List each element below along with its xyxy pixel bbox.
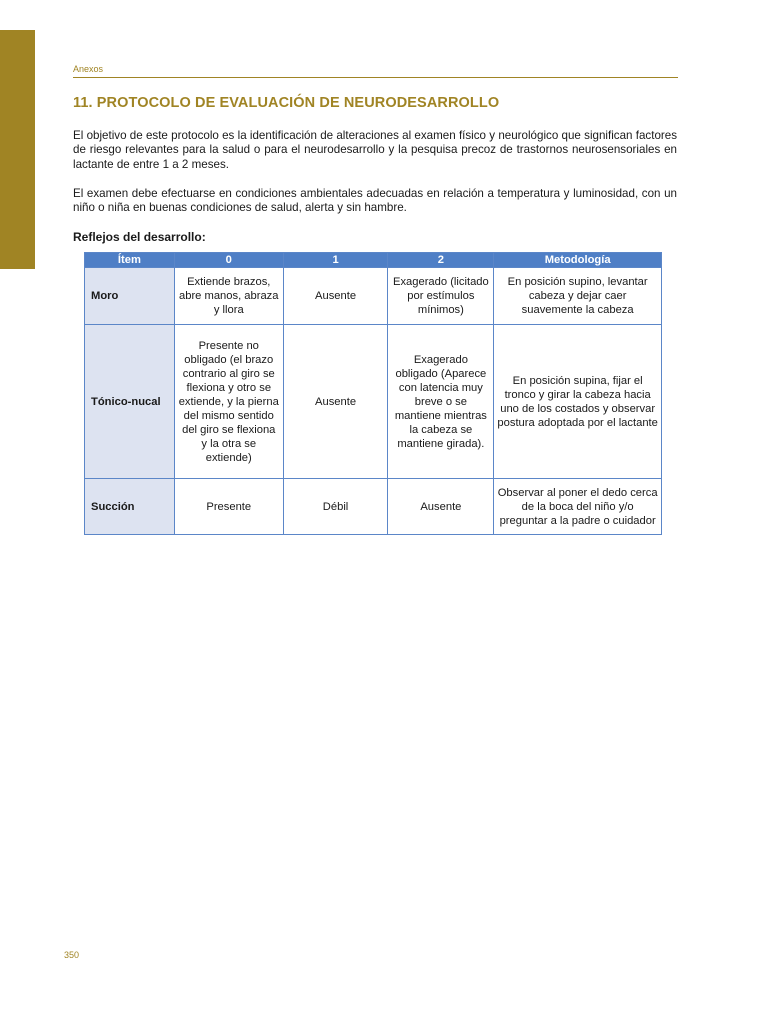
table-row (85, 268, 662, 325)
header-item: Ítem (85, 253, 175, 268)
side-accent-bar (0, 30, 35, 269)
header-score-1: 1 (283, 253, 388, 268)
header-score-0: 0 (174, 253, 283, 268)
score-2-cell: Ausente (388, 479, 494, 535)
page-title: 11. PROTOCOLO DE EVALUACIÓN DE NEURODESARROLLO (73, 95, 500, 111)
score-1-cell: Ausente (283, 325, 388, 479)
header-methodology: Metodología (494, 253, 662, 268)
score-1-cell: Débil (283, 479, 388, 535)
score-1-cell: Ausente (283, 268, 388, 325)
item-cell: Succión (85, 479, 175, 535)
item-cell: Moro (85, 268, 175, 325)
score-2-cell: Exagerado (licitado por estímulos mínimos) (388, 268, 494, 325)
reflexes-table (84, 252, 662, 535)
page-number: 350 (64, 950, 80, 960)
table-row (85, 325, 662, 479)
methodology-cell: Observar al poner el dedo cerca de la boca del niño y/o preguntar a la padre o cuidador (494, 479, 662, 535)
score-2-cell: Exagerado obligado (Aparece con latencia muy breve o se mantiene mientras la cabeza se mantiene girada). (388, 325, 494, 479)
methodology-cell: En posición supina, fijar el tronco y girar la cabeza hacia uno de los costados y observar postura adoptada por el lactante (494, 325, 662, 479)
score-0-cell: Extiende brazos, abre manos, abraza y llora (174, 268, 283, 325)
item-cell: Tónico-nucal (85, 325, 175, 479)
intro-paragraph: El objetivo de este protocolo es la identificación de alteraciones al examen físico y neurológico que significan factores de riesgo relevantes para la salud o para el neurodesarrollo y la pesquisa precoz de trastornos neurosensoriales en lactante de entre 1 a 2 meses. (73, 129, 677, 171)
methodology-cell: En posición supino, levantar cabeza y dejar caer suavemente la cabeza (494, 268, 662, 325)
header-score-2: 2 (388, 253, 494, 268)
table-header-row (85, 253, 662, 268)
score-0-cell: Presente (174, 479, 283, 535)
table-row (85, 479, 662, 535)
conditions-paragraph: El examen debe efectuarse en condiciones ambientales adecuadas en relación a temperatura y luminosidad, con un niño o niña en buenas condiciones de salud, alerta y sin hambre. (73, 187, 677, 215)
score-0-cell: Presente no obligado (el brazo contrario al giro se flexiona y otro se extiende, y la pierna del mismo sentido del giro se flexiona y la otra se extiende) (174, 325, 283, 479)
header-divider (73, 77, 678, 78)
section-label: Anexos (73, 64, 104, 74)
table-heading: Reflejos del desarrollo: (73, 230, 206, 244)
